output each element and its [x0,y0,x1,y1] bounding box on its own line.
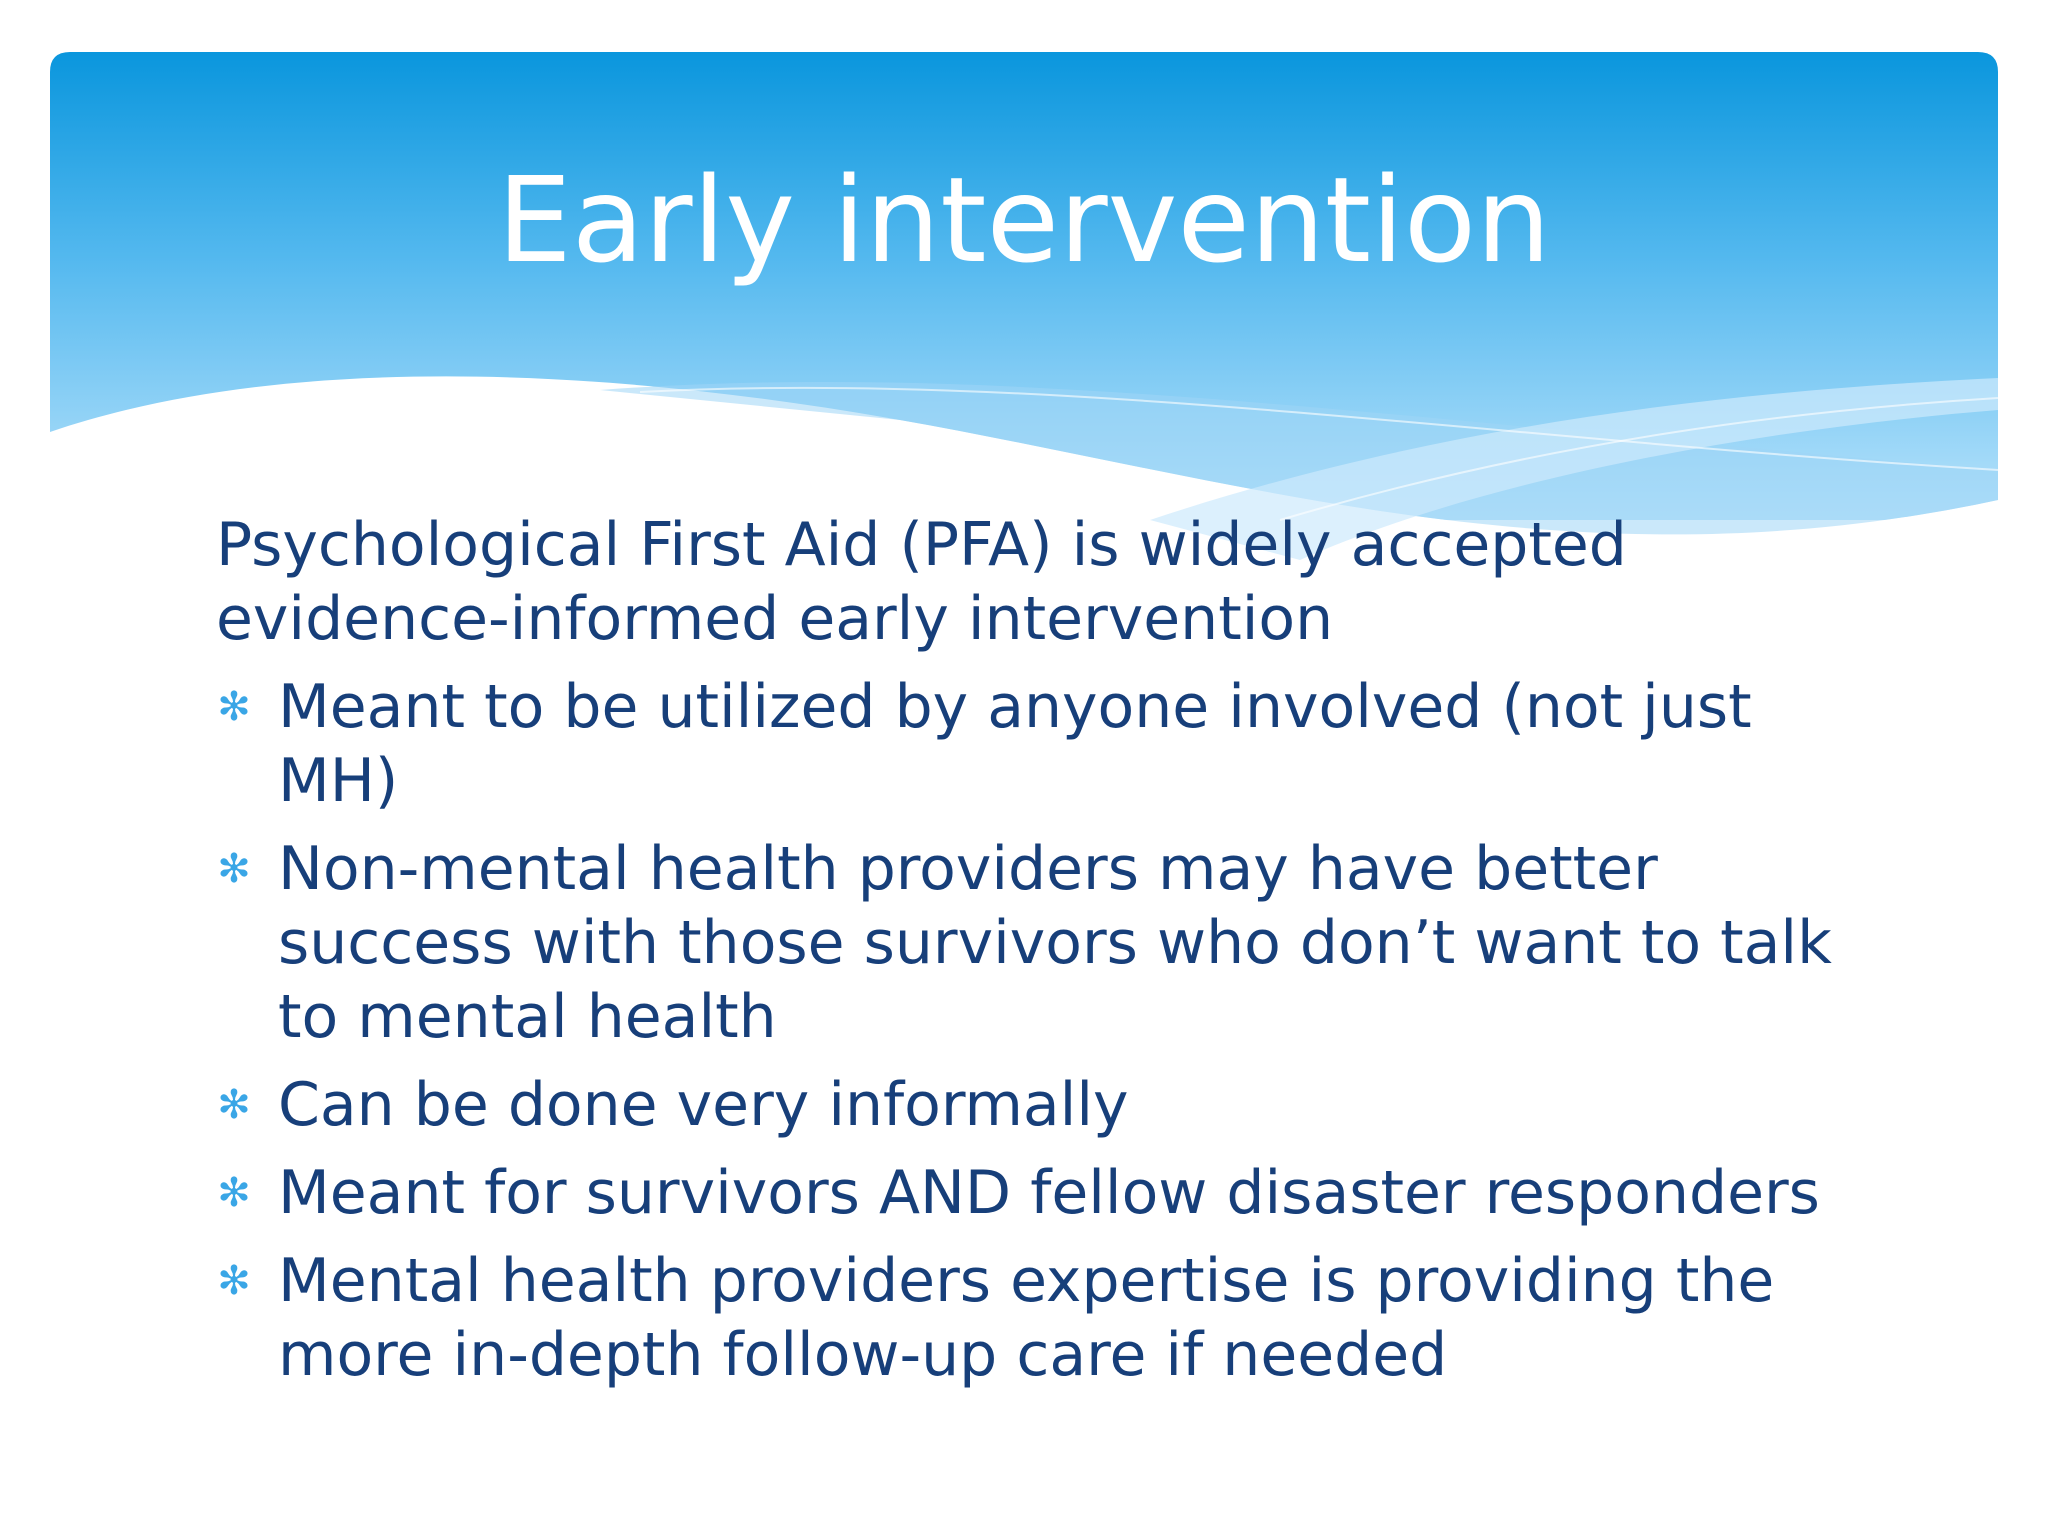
asterisk-icon: ✻ [217,1082,251,1128]
asterisk-icon: ✻ [217,846,251,892]
asterisk-icon: ✻ [217,1170,251,1216]
bullet-item [216,1156,1856,1230]
bullet-item [216,832,1856,1054]
slide-body [216,508,1856,1406]
bullet-item [216,670,1856,818]
bullet-text: Non-mental health providers may have better success with those survivors who don’t want to talk to mental health [278,834,1832,1052]
bullet-item [216,1068,1856,1142]
bullet-text: Meant to be utilized by anyone involved (not just MH) [278,672,1752,816]
asterisk-icon: ✻ [217,684,251,730]
bullet-list [216,670,1856,1392]
bullet-text: Can be done very informally [278,1070,1129,1140]
bullet-item [216,1244,1856,1392]
bullet-text: Meant for survivors AND fellow disaster responders [278,1158,1820,1228]
bullet-text: Mental health providers expertise is providing the more in-depth follow-up care if needed [278,1246,1775,1390]
intro-paragraph: Psychological First Aid (PFA) is widely accepted evidence-informed early intervention [216,510,1627,654]
asterisk-icon: ✻ [217,1258,251,1304]
slide-title: Early intervention [497,151,1551,289]
